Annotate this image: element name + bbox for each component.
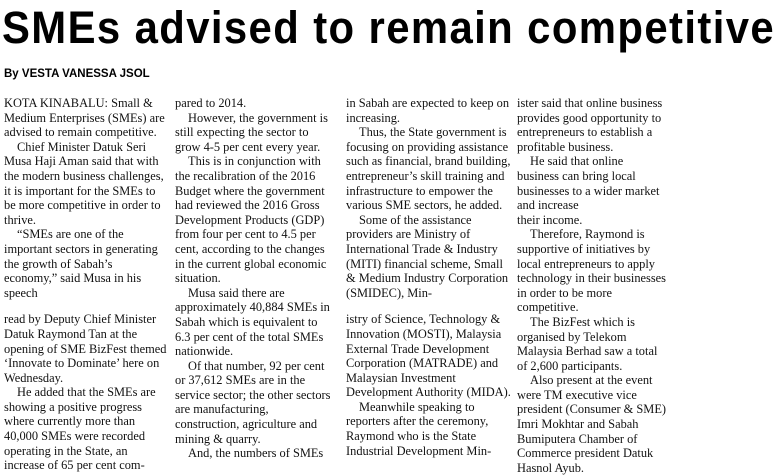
- paragraph: Musa said there are approximately 40,884 SMEs in Sabah which is equivalent to 6.3 per cent of the total SMEs nationwide.: [175, 285, 330, 359]
- article-column-1: [4, 96, 167, 473]
- paragraph: However, the government is still expecting the sector to grow 4-5 per cent every year.: [175, 110, 328, 154]
- paragraph: ister said that online business provides good opportunity to entrepreneurs to establish a profitable business.: [517, 96, 663, 154]
- article-column-2: [175, 96, 335, 462]
- paragraph: The BizFest which is organised by Telekom Malaysia Berhad saw a total of 2,600 participants.: [517, 314, 658, 373]
- paragraph: Meanwhile speaking to reporters after the ceremony, Raymond who is the State Industrial Development Min-: [346, 399, 492, 458]
- article-column-4: [517, 96, 667, 475]
- paragraph: He said that online business can bring local businesses to a wider market and increase: [517, 154, 660, 213]
- article-column-3: [346, 96, 511, 462]
- paragraph: Thus, the State government is focusing on providing assistance such as financial, brand building, entrepreneur’s skill training and infrastructure to empower the various SME sectors, he added.: [346, 125, 511, 213]
- paragraph: Also present at the event were TM executive vice president (Consumer & SME) Imri Mokhtar and Sabah Bumiputera Chamber of Commerce president Datuk Hasnol Ayub.: [517, 373, 667, 475]
- paragraph: This is in conjunction with the recalibration of the 2016 Budget where the government had reviewed the 2016 Gross Development Products (GDP) from four per cent to 4.5 per cent, according to the changes in the current global economic situation.: [175, 154, 327, 286]
- headline: SMEs advised to remain competitive: [2, 2, 775, 53]
- paragraph: “SMEs are one of the important sectors in generating the growth of Sabah’s economy,” said Musa in his speech: [4, 227, 158, 300]
- paragraph: pared to 2014.: [175, 96, 247, 110]
- paragraph: Chief Minister Datuk Seri Musa Haji Aman said that with the modern business challenges, it is important for the SMEs to be more competitive in order to thrive.: [4, 139, 164, 227]
- paragraph: Therefore, Raymond is supportive of initiatives by local entrepreneurs to apply technology in their businesses in order to be more competitive.: [517, 227, 667, 315]
- paragraph: And, the numbers of SMEs: [188, 446, 324, 461]
- paragraph: Some of the assistance providers are Ministry of International Trade & Industry (MITI) financial scheme, Small & Medium Industry Corporation (SMIDEC), Min-: [346, 212, 509, 300]
- byline: By VESTA VANESSA JSOL: [4, 68, 150, 80]
- paragraph: istry of Science, Technology & Innovation (MOSTI), Malaysia External Trade Development Corporation (MATRADE) and Malaysian Investment Development Authority (MIDA).: [346, 312, 511, 400]
- paragraph: He added that the SMEs are showing a positive progress where currently more than 40,000 SMEs were recorded operating in the State, an increase of 65 per cent com-: [4, 385, 156, 473]
- paragraph: KOTA KINABALU: Small & Medium Enterprises (SMEs) are advised to remain competitive.: [4, 96, 165, 140]
- paragraph: Of that number, 92 per cent or 37,612 SMEs are in the service sector; the other sectors are manufacturing, construction, agriculture and mining & quarry.: [175, 358, 331, 446]
- paragraph: their income.: [517, 212, 583, 227]
- paragraph: read by Deputy Chief Minister Datuk Raymond Tan at the opening of SME BizFest themed ‘Innovate to Dominate’ here on Wednesday.: [4, 312, 167, 385]
- paragraph: in Sabah are expected to keep on increasing.: [346, 96, 510, 125]
